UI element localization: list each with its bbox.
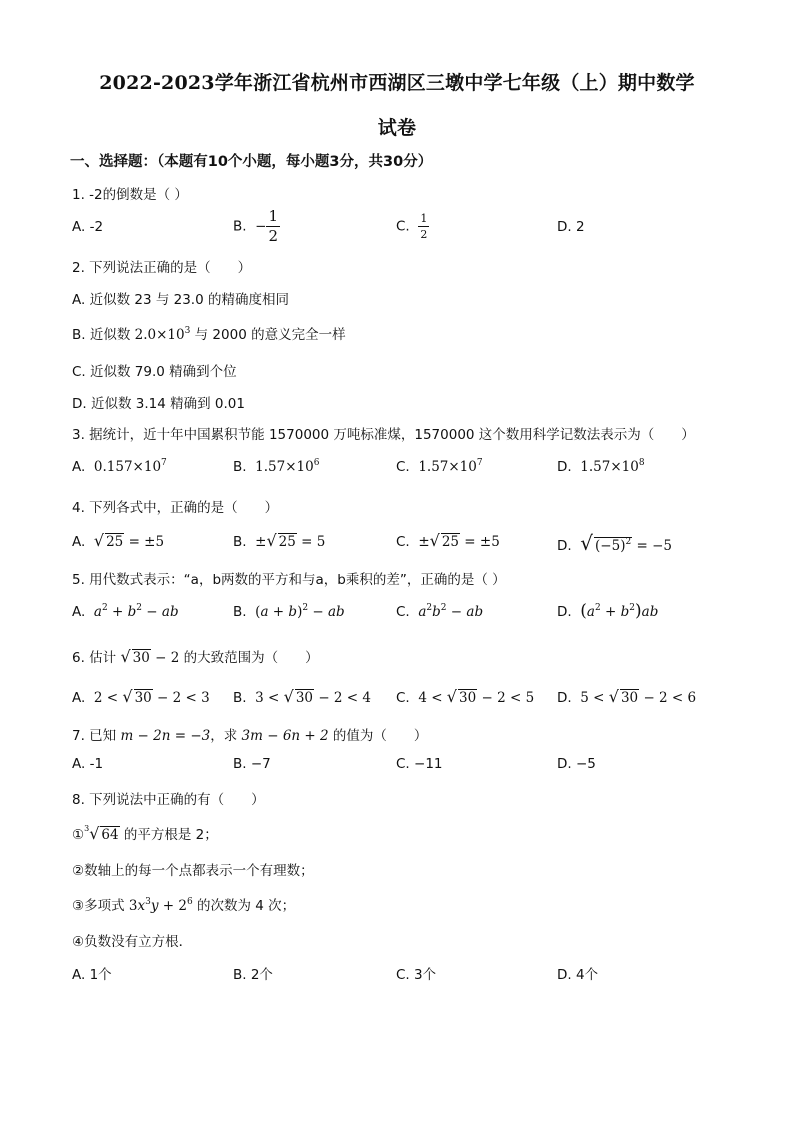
q5-option-b: B. $(a + b)^2$ − ab — [233, 603, 345, 620]
q3-option-c: C. $1.57\times 10^7$ — [396, 458, 483, 475]
question-5-stem: 5. 用代数式表示：“a，b两数的平方和与a，b乘积的差”，正确的是（ ） — [72, 572, 506, 588]
q3-option-d: D. $1.57\times 10^8$ — [557, 458, 645, 475]
q6-option-d: D. 5 < √ 30 − 2 < 6 — [557, 687, 697, 706]
page-title: 2022-2023学年浙江省杭州市西湖区三墩中学七年级（上）期中数学 — [99, 72, 695, 94]
q1-option-b: B. − $\frac{1}{2}$ — [233, 207, 279, 245]
question-6-stem: 6. 估计 √ 30 − 2 的大致范围为（ ） — [72, 647, 319, 666]
q4-option-c: C. ±√ 25 = ±5 — [396, 531, 500, 550]
question-3-stem: 3. 据统计，近十年中国累积节能 1570000 万吨标准煤，1570000 这个数用科学记数法表示为（ ） — [72, 427, 695, 443]
q2-option-c: C. 近似数 79.0 精确到个位 — [72, 364, 237, 380]
q8-statement-3: ③多项式 $3x^3y + 2^6$ 的次数为 4 次； — [72, 897, 296, 914]
section-heading: 一、选择题：（本题有10个小题，每小题3分，共30分） — [70, 154, 433, 170]
q2-option-b: B. 近似数 $2.0\times 10^3$ 与 2000 的意义完全一样 — [72, 326, 346, 343]
q7-option-b: B. −7 — [233, 756, 271, 772]
q5-option-d: D. $(a^2 + b^2)ab$ — [557, 601, 659, 621]
q8-statement-4: ④负数没有立方根． — [72, 934, 193, 950]
q5-option-c: C. $a^2b^2$ − ab — [396, 603, 484, 620]
q8-option-d: D. 4个 — [557, 967, 599, 983]
page-title-line2: 试卷 — [377, 117, 417, 139]
question-2-stem: 2. 下列说法正确的是（ ） — [72, 260, 252, 276]
q8-statement-1: ①$^3$√ 64 的平方根是 2； — [72, 824, 218, 843]
q1-option-a: A. -2 — [72, 219, 104, 235]
q3-option-b: B. $1.57\times 10^6$ — [233, 458, 320, 475]
q8-option-c: C. 3个 — [396, 967, 437, 983]
q6-option-c: C. 4 < √ 30 − 2 < 5 — [396, 687, 535, 706]
q6-option-b: B. 3 < √ 30 − 2 < 4 — [233, 687, 371, 706]
q1-option-c: C. $\frac{1}{2}$ — [396, 212, 428, 241]
question-4-stem: 4. 下列各式中，正确的是（ ） — [72, 500, 279, 516]
q7-option-d: D. −5 — [557, 756, 596, 772]
q1-option-d: D. 2 — [557, 219, 585, 235]
q4-option-a: A. √ 25 = ±5 — [72, 531, 165, 550]
q3-option-a: A. $0.157\times 10^7$ — [72, 458, 167, 475]
q4-option-d: D. √ $(-5)^2 = -5$ — [557, 531, 672, 555]
question-1-stem: 1. -2的倒数是（ ） — [72, 187, 188, 203]
q8-statement-2: ②数轴上的每一个点都表示一个有理数； — [72, 863, 314, 879]
question-7-stem: 7. 已知 m − 2n = −3，求 3m − 6n + 2 的值为（ ） — [72, 728, 428, 744]
q6-option-a: A. 2 < √ 30 − 2 < 3 — [72, 687, 210, 706]
q8-option-a: A. 1个 — [72, 967, 112, 983]
q5-option-a: A. $a^2 + b^2$ − ab — [72, 603, 179, 620]
q7-option-a: A. -1 — [72, 756, 104, 772]
question-8-stem: 8. 下列说法中正确的有（ ） — [72, 792, 265, 808]
q7-option-c: C. −11 — [396, 756, 443, 772]
q2-option-d: D. 近似数 3.14 精确到 0.01 — [72, 396, 245, 412]
q8-option-b: B. 2个 — [233, 967, 273, 983]
q2-option-a: A. 近似数 23 与 23.0 的精确度相同 — [72, 292, 289, 308]
q4-option-b: B. ±√ 25 = 5 — [233, 531, 326, 550]
